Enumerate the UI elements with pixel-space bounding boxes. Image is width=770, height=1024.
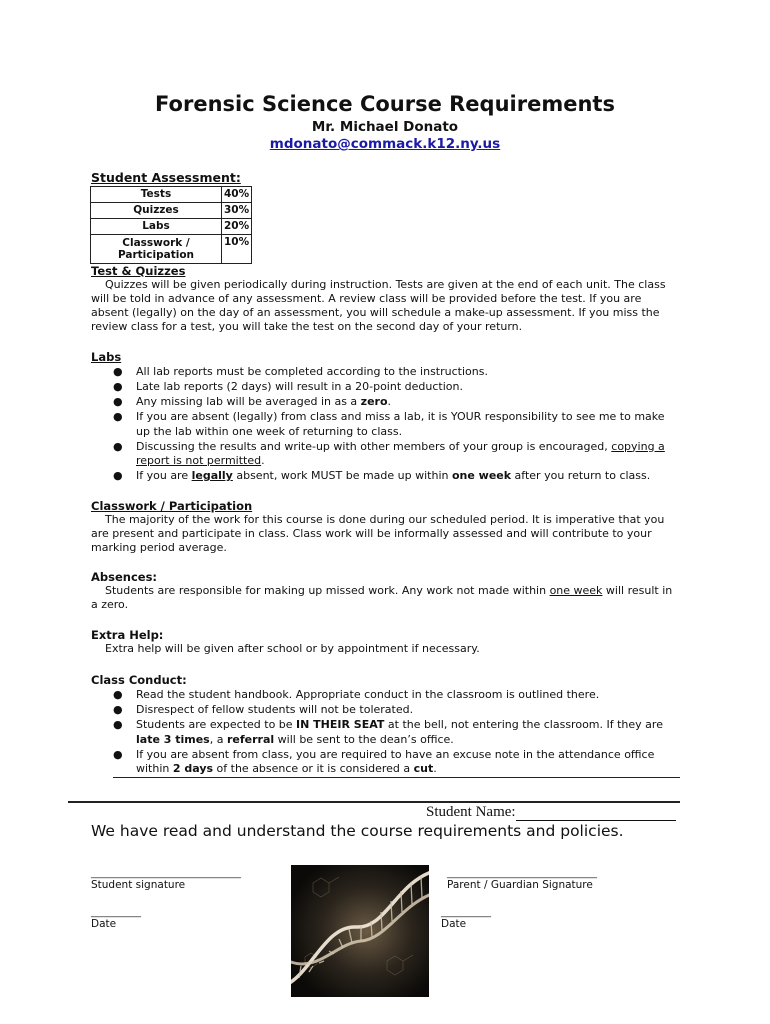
dna-helix-icon <box>291 865 429 997</box>
cut-line-divider <box>68 801 680 803</box>
list-item: ● Late lab reports (2 days) will result in a 20-point deduction. <box>113 379 463 393</box>
bullet-icon: ● <box>113 379 123 393</box>
table-row <box>91 235 252 264</box>
student-name-label: Student Name: <box>426 804 516 820</box>
bullet-icon: ● <box>113 365 123 378</box>
list-item: ● Discussing the results and write-up with other members of your group is encouraged, copying a report is not permitted. <box>113 439 665 468</box>
bullet-icon: ● <box>113 702 123 716</box>
parent-date-label: Date <box>441 918 467 930</box>
section-heading: Class Conduct: <box>91 673 187 687</box>
extra-help-section <box>91 628 681 656</box>
student-name-field[interactable] <box>426 804 676 821</box>
percent-cell: 40% <box>222 187 252 203</box>
student-name-blank[interactable] <box>516 806 676 821</box>
section-body <box>91 642 681 656</box>
conduct-rule-divider <box>113 777 680 778</box>
list-item: ● All lab reports must be completed according to the instructions. <box>113 365 488 378</box>
student-signature-line[interactable]: ______________________________ <box>91 868 241 879</box>
student-signature-label: Student signature <box>91 879 186 891</box>
section-heading: Labs <box>91 350 122 364</box>
parent-signature-label: Parent / Guardian Signature <box>447 879 593 891</box>
section-body <box>91 278 681 334</box>
section-body: Students are responsible for making up missed work. Any work not made within one week will result in a zero. <box>91 584 673 611</box>
bullet-icon: ● <box>113 394 123 408</box>
teacher-name: Mr. Michael Donato <box>311 119 459 135</box>
parent-date-line[interactable]: __________ <box>441 907 491 918</box>
dna-helix-image <box>291 865 429 997</box>
percent-cell: 20% <box>222 219 252 235</box>
list-item: ● If you are absent from class, you are required to have an excuse note in the attendance office within 2 days of the absence or it is considered a cut. <box>113 747 655 776</box>
classwork-section <box>91 499 681 555</box>
section-heading: Classwork / Participation <box>91 499 253 513</box>
list-item: ● If you are legally absent, work MUST be made up within one week after you return to class. <box>113 469 651 483</box>
labs-section <box>91 350 681 484</box>
bullet-icon: ● <box>113 409 123 423</box>
student-date-label: Date <box>91 918 117 930</box>
bullet-icon: ● <box>113 439 123 453</box>
section-text: The majority of the work for this course is done during our scheduled period. It is imperative that you are present and participate in class. Class work will be informally assessed and will contribute to your marking period average. <box>91 513 665 554</box>
test-quizzes-section <box>91 264 681 334</box>
teacher-email-link[interactable]: mdonato@commack.k12.ny.us <box>269 136 501 152</box>
list-item: ● Any missing lab will be averaged in as a zero. <box>113 394 392 408</box>
list-item: ● Disrespect of fellow students will not be tolerated. <box>113 702 414 716</box>
section-heading: Test & Quizzes <box>91 264 186 278</box>
bullet-icon: ● <box>113 717 123 731</box>
list-item: ● Read the student handbook. Appropriate conduct in the classroom is outlined there. <box>113 688 600 701</box>
bullet-icon: ● <box>113 469 123 483</box>
section-body <box>91 513 681 555</box>
parent-signature-line[interactable]: ______________________________ <box>447 868 597 879</box>
category-cell: Tests <box>91 187 222 203</box>
table-row <box>91 203 252 219</box>
table-row <box>91 187 252 203</box>
bullet-icon: ● <box>113 688 123 701</box>
category-cell: Labs <box>91 219 222 235</box>
percent-cell: 30% <box>222 203 252 219</box>
list-item: ● If you are absent (legally) from class and miss a lab, it is YOUR responsibility to see me to make up the lab within one week of returning to class. <box>113 409 665 438</box>
category-cell: Classwork / Participation <box>91 235 222 264</box>
student-date-line[interactable]: __________ <box>91 907 141 918</box>
assessment-heading: Student Assessment: <box>91 170 241 185</box>
category-cell: Quizzes <box>91 203 222 219</box>
labs-list <box>91 365 681 484</box>
list-item: ● Students are expected to be IN THEIR SEAT at the bell, not entering the classroom. If they are late 3 times, a referral will be sent to the dean’s office. <box>113 717 663 746</box>
bullet-icon: ● <box>113 747 123 761</box>
section-heading: Absences: <box>91 570 158 584</box>
section-heading: Extra Help: <box>91 628 164 642</box>
table-row <box>91 219 252 235</box>
conduct-section <box>91 673 681 777</box>
conduct-list <box>91 688 681 777</box>
percent-cell: 10% <box>222 235 252 264</box>
section-text: Extra help will be given after school or by appointment if necessary. <box>105 642 480 655</box>
section-text: Quizzes will be given periodically during instruction. Tests are given at the end of each unit. The class will be told in advance of any assessment. A review class will be provided before the test. If you are absent (legally) on the day of an assessment, you will schedule a make-up assessment. If you miss the review class for a test, you will take the test on the second day of your return. <box>91 278 666 333</box>
acknowledgement-statement: We have read and understand the course requirements and policies. <box>91 822 624 840</box>
page-title: Forensic Science Course Requirements <box>155 92 615 116</box>
assessment-table <box>90 186 252 264</box>
absences-section <box>91 570 681 612</box>
